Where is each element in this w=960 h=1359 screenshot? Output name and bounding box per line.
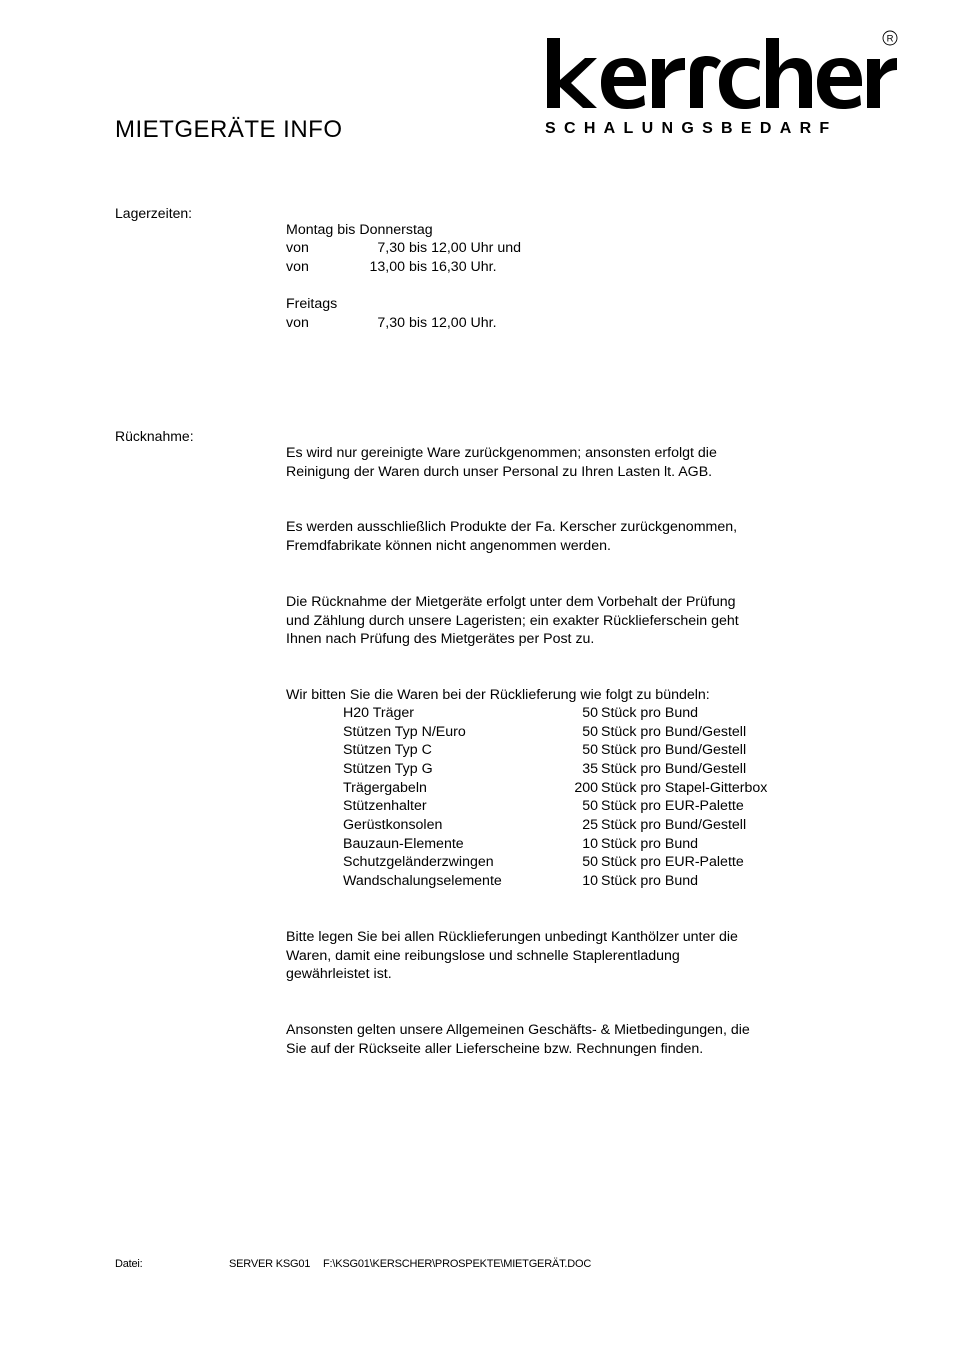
hours-end: bis 12,00 Uhr und: [409, 240, 521, 256]
bundle-unit: Stück pro Bund/Gestell: [601, 761, 747, 777]
bundle-qty: 50: [582, 742, 598, 758]
bundle-item: Schutzgeländerzwingen: [343, 854, 494, 870]
bundle-item: Stützenhalter: [343, 798, 427, 814]
paragraph-line: gewährleistet ist.: [286, 966, 392, 983]
bundle-item: Stützen Typ G: [343, 761, 433, 777]
friday-label: Freitags: [286, 296, 338, 312]
paragraph-line: Fremdfabrikate können nicht angenommen werden.: [286, 537, 611, 554]
bundle-item: Stützen Typ N/Euro: [343, 724, 466, 740]
paragraph-line: und Zählung durch unsere Lageristen; ein exakter Rücklieferschein geht: [286, 612, 739, 629]
bundle-unit: Stück pro Bund/Gestell: [601, 742, 747, 758]
bundle-unit: Stück pro Bund/Gestell: [601, 724, 747, 740]
hours-start: 7,30: [377, 240, 405, 256]
bundle-qty: 10: [582, 836, 598, 852]
bundle-qty: 50: [582, 798, 598, 814]
bundle-qty: 10: [582, 873, 598, 889]
page-title: MIETGERÄTE INFO: [115, 116, 343, 143]
bundle-unit: Stück pro Bund/Gestell: [601, 817, 747, 833]
bundle-item: Trägergabeln: [343, 780, 427, 796]
hours-prefix: von: [286, 240, 309, 256]
bundle-unit: Stück pro Bund: [601, 836, 699, 852]
bundle-qty: 35: [582, 761, 598, 777]
bundle-unit: Stück pro EUR-Palette: [601, 854, 744, 870]
paragraph-line: Es wird nur gereinigte Ware zurückgenommen; ansonsten erfolgt die: [286, 445, 717, 461]
bundle-qty: 50: [582, 724, 598, 740]
footer-server: SERVER KSG01: [229, 1258, 311, 1270]
hours-prefix: von: [286, 259, 309, 275]
bundle-unit: Stück pro EUR-Palette: [601, 798, 744, 814]
hours-prefix: von: [286, 315, 309, 331]
paragraph-line: Sie auf der Rückseite aller Lieferscheine bzw. Rechnungen finden.: [286, 1040, 704, 1057]
hours-start: 13,00: [369, 259, 405, 275]
paragraph-line: Reinigung der Waren durch unser Personal zu Ihren Lasten lt. AGB.: [286, 463, 713, 480]
bundle-unit: Stück pro Bund: [601, 705, 699, 721]
registered-trademark-icon: [882, 30, 898, 46]
bundle-item: Wandschalungselemente: [343, 873, 502, 889]
bundle-intro: Wir bitten Sie die Waren bei der Rücklieferung wie folgt zu bündeln:: [286, 687, 710, 703]
bundle-item: Gerüstkonsolen: [343, 817, 443, 833]
footer-file-path: F:\KSG01\KERSCHER\PROSPEKTE\MIETGERÄT.DOC: [323, 1258, 592, 1270]
paragraph-timber: [286, 928, 796, 984]
section-label-lagerzeiten: Lagerzeiten:: [115, 205, 193, 221]
paragraph-line: Es werden ausschließlich Produkte der Fa. Kerscher zurückgenommen,: [286, 519, 738, 535]
registered-letter: R: [886, 33, 894, 45]
bundle-unit: Stück pro Bund: [601, 873, 699, 889]
logo-tagline: SCHALUNGSBEDARF: [545, 120, 838, 137]
footer-file-label: Datei:: [115, 1258, 143, 1270]
paragraph-line: Bitte legen Sie bei allen Rücklieferungen unbedingt Kanthölzer unter die: [286, 929, 738, 945]
bundle-unit: Stück pro Stapel-Gitterbox: [601, 780, 768, 796]
paragraph-terms: [286, 1021, 796, 1058]
paragraph-cleaning: [286, 444, 796, 481]
bundle-qty: 25: [582, 817, 598, 833]
hours-end: bis 16,30 Uhr.: [409, 259, 497, 275]
bundle-qty: 50: [582, 705, 598, 721]
company-logo: [545, 30, 905, 140]
bundle-qty: 200: [574, 780, 598, 796]
hours-end: bis 12,00 Uhr.: [409, 315, 497, 331]
weekday-range: Montag bis Donnerstag: [286, 222, 433, 238]
bundle-item: H20 Träger: [343, 705, 414, 721]
logo-wordmark-graphic: [545, 30, 897, 114]
paragraph-inspection: [286, 593, 796, 649]
bundle-item: Bauzaun-Elemente: [343, 836, 464, 852]
bundle-qty: 50: [582, 854, 598, 870]
paragraph-line: Die Rücknahme der Mietgeräte erfolgt unter dem Vorbehalt der Prüfung: [286, 594, 736, 610]
bundle-item: Stützen Typ C: [343, 742, 432, 758]
logo-wordmark: [545, 30, 897, 114]
paragraph-line: Ansonsten gelten unsere Allgemeinen Geschäfts- & Mietbedingungen, die: [286, 1022, 750, 1038]
paragraph-line: Waren, damit eine reibungslose und schnelle Staplerentladung: [286, 947, 680, 964]
paragraph-line: Ihnen nach Prüfung des Mietgerätes per Post zu.: [286, 631, 595, 648]
hours-start: 7,30: [377, 315, 405, 331]
paragraph-own-products: [286, 518, 796, 555]
section-label-ruecknahme: Rücknahme:: [115, 428, 194, 444]
